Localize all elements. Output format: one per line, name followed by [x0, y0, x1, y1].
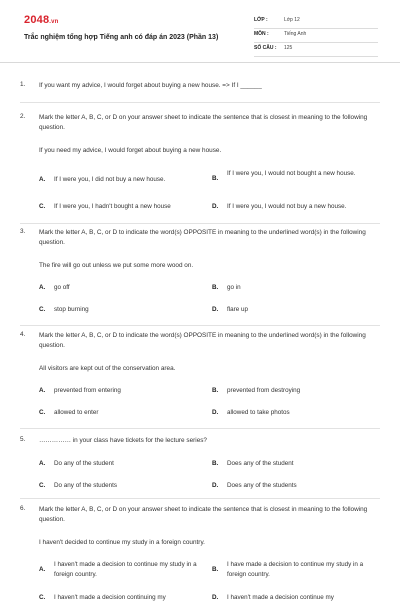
meta-label: LỚP :	[254, 17, 268, 23]
question-sentence: All visitors are kept out of the conservation area.	[39, 365, 176, 372]
option-text: Does any of the student	[227, 460, 294, 467]
question-divider	[20, 223, 380, 224]
question-number: 5.	[20, 436, 26, 443]
option-letter: B.	[212, 566, 219, 573]
question-number: 1.	[20, 81, 26, 88]
option-letter: D.	[212, 482, 219, 489]
option-text: flare up	[227, 306, 249, 313]
meta-row-subject	[254, 28, 378, 43]
meta-label: SỐ CÂU :	[254, 45, 277, 51]
option-letter: D.	[212, 594, 219, 601]
question-4	[20, 331, 380, 421]
option-text: allowed to take photos	[227, 409, 290, 416]
logo-suffix: .vn	[49, 19, 59, 25]
site-logo[interactable]	[24, 14, 59, 26]
meta-row-count	[254, 42, 378, 57]
question-number: 2.	[20, 113, 26, 120]
question-text: Mark the letter A, B, C, or D on your answer sheet to indicate the sentence that is closest in meaning to the following question.	[39, 114, 368, 131]
meta-value: Lớp 12	[284, 17, 300, 23]
option-letter: A.	[39, 176, 46, 183]
question-text: Mark the letter A, B, C, or D on your answer sheet to indicate the sentence that is closest in meaning to the following question.	[39, 506, 368, 523]
meta-value: Tiếng Anh	[284, 31, 307, 37]
question-text: Mark the letter A, B, C, or D to indicate the word(s) OPPOSITE in meaning to the underlined word(s) in the following question.	[39, 229, 366, 246]
option-letter: C.	[39, 594, 46, 601]
option-letter: A.	[39, 460, 46, 467]
option-letter: B.	[212, 284, 219, 291]
question-5	[20, 436, 380, 496]
meta-value: 125	[284, 45, 293, 51]
option-letter: D.	[212, 306, 219, 313]
question-3	[20, 228, 380, 318]
question-list	[0, 62, 400, 600]
option-text: I haven't made a decision continue my	[227, 594, 334, 601]
option-text: prevented from destroying	[227, 387, 301, 394]
question-6	[20, 505, 380, 600]
option-letter: D.	[212, 409, 219, 416]
question-1	[20, 81, 380, 93]
option-text: If I were you, I did not buy a new house.	[54, 176, 166, 183]
option-letter: A.	[39, 566, 46, 573]
question-sentence: The fire will go out unless we put some more wood on.	[39, 262, 194, 269]
logo-main: 2048	[24, 14, 50, 26]
question-number: 3.	[20, 228, 26, 235]
option-letter: B.	[212, 175, 219, 182]
page-title: Trắc nghiệm tổng hợp Tiếng anh có đáp án 2023 (Phần 13)	[24, 34, 219, 41]
option-text: If I were you, I would not bought a new house.	[227, 170, 356, 177]
meta-row-class	[254, 14, 378, 29]
option-text: I have made a decision to continue my study in a foreign country.	[227, 561, 364, 578]
question-text: Mark the letter A, B, C, or D to indicate the word(s) OPPOSITE in meaning to the underlined word(s) in the following question.	[39, 332, 366, 349]
option-letter: C.	[39, 482, 46, 489]
question-divider	[20, 498, 380, 499]
option-text: If I were you, I hadn't bought a new house	[54, 203, 171, 210]
document-header	[0, 0, 400, 63]
option-letter: C.	[39, 306, 46, 313]
option-letter: B.	[212, 460, 219, 467]
option-text: go in	[227, 284, 241, 291]
question-divider	[20, 325, 380, 326]
option-text: I haven't made a decision continuing my	[54, 594, 166, 601]
question-number: 4.	[20, 331, 26, 338]
option-letter: C.	[39, 409, 46, 416]
option-text: Do any of the student	[54, 460, 114, 467]
option-text: If I were you, I would not buy a new house.	[227, 203, 347, 210]
question-divider	[20, 428, 380, 429]
option-text: Do any of the students	[54, 482, 118, 489]
option-text: stop burning	[54, 306, 89, 313]
question-sentence: If you need my advice, I would forget about buying a new house.	[39, 147, 222, 154]
option-letter: A.	[39, 387, 46, 394]
option-letter: D.	[212, 203, 219, 210]
question-text: …………… in your class have tickets for the lecture series?	[39, 437, 207, 444]
option-text: Does any of the students	[227, 482, 297, 489]
question-number: 6.	[20, 505, 26, 512]
option-text: I haven't made a decision to continue my study in a foreign country.	[54, 561, 197, 578]
option-text: go off	[54, 284, 70, 291]
question-sentence: I haven't decided to continue my study in a foreign country.	[39, 539, 205, 546]
option-text: allowed to enter	[54, 409, 99, 416]
option-letter: A.	[39, 284, 46, 291]
option-text: prevented from entering	[54, 387, 121, 394]
meta-label: MÔN :	[254, 31, 269, 37]
option-letter: C.	[39, 203, 46, 210]
question-2	[20, 113, 380, 213]
question-text: If you want my advice, I would forget about buying a new house. => If I ______	[39, 82, 262, 89]
option-letter: B.	[212, 387, 219, 394]
question-divider	[20, 102, 380, 103]
